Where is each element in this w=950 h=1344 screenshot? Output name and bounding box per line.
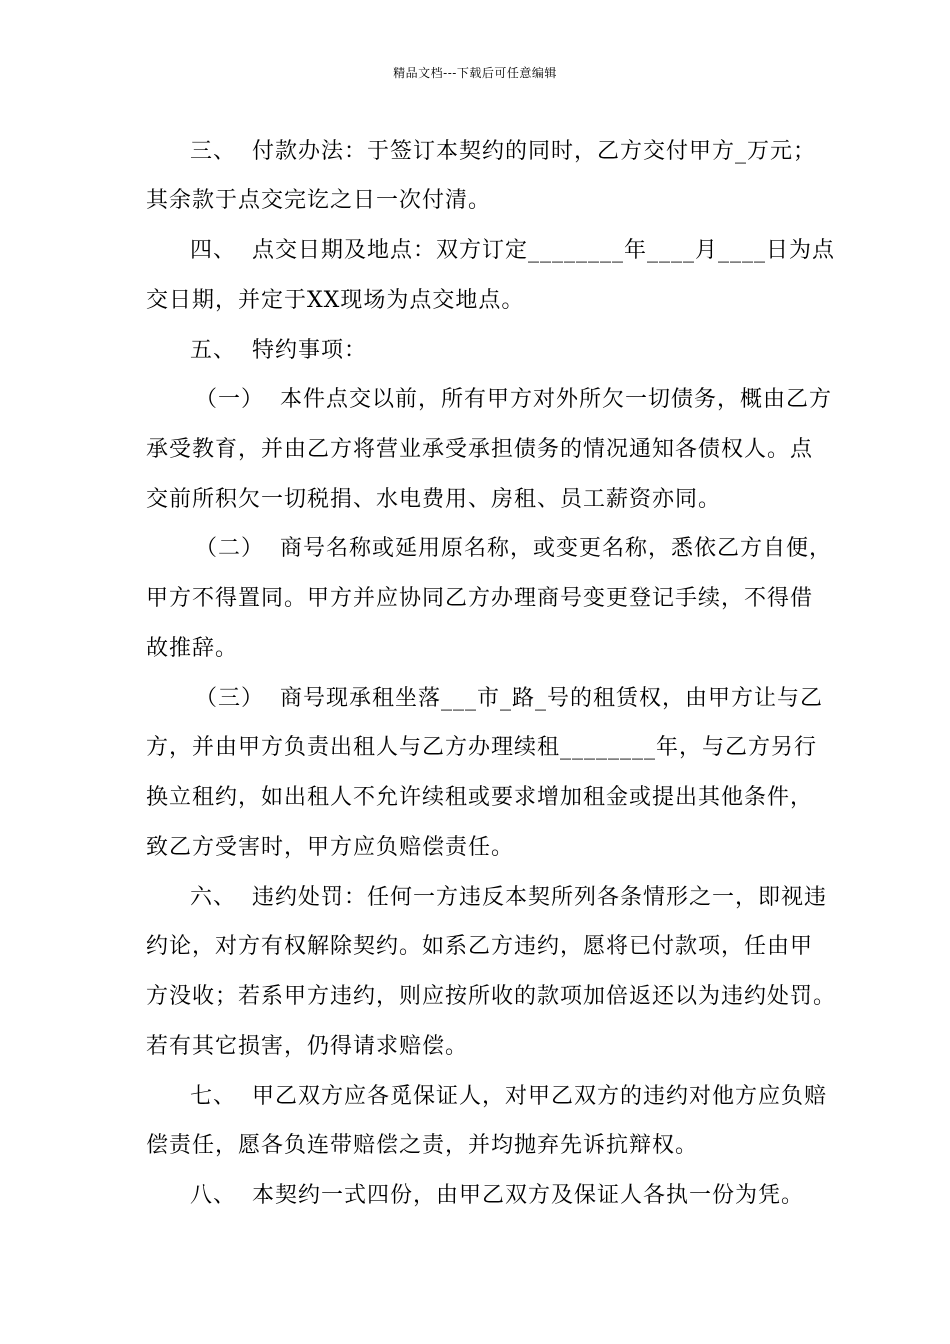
sub-3-line-1: （三） 商号现承租坐落___市_路_号的租赁权，由甲方让与乙	[195, 686, 823, 711]
sub-3-line-4: 致乙方受害时，甲方应负赔偿责任。	[146, 835, 515, 860]
clause-5-heading: 五、 特约事项：	[190, 338, 367, 363]
clause-7-line-1: 七、 甲乙双方应各觅保证人，对甲乙双方的违约对他方应负赔	[190, 1084, 827, 1109]
clause-3-line-2: 其余款于点交完讫之日一次付清。	[146, 188, 492, 213]
clause-4-line-1: 四、 点交日期及地点：双方订定________年____月____日为点	[190, 238, 835, 263]
sub-2-line-2: 甲方不得置同。甲方并应协同乙方办理商号变更登记手续，不得借	[146, 586, 814, 611]
clause-6-line-1: 六、 违约处罚：任何一方违反本契所列各条情形之一，即视违	[190, 885, 827, 910]
clause-7-line-2: 偿责任，愿各负连带赔偿之责，并均抛弃先诉抗辩权。	[146, 1133, 699, 1158]
sub-2-line-1: （二） 商号名称或延用原名称，或变更名称，悉依乙方自便，	[195, 536, 832, 561]
clause-6-line-4: 若有其它损害，仍得请求赔偿。	[146, 1034, 469, 1059]
sub-3-line-3: 换立租约，如出租人不允许续租或要求增加租金或提出其他条件，	[146, 785, 814, 810]
clause-4-line-2: 交日期，并定于XX现场为点交地点。	[146, 288, 525, 313]
clause-8-line-1: 八、 本契约一式四份，由甲乙双方及保证人各执一份为凭。	[190, 1183, 804, 1208]
sub-1-line-3: 交前所积欠一切税捐、水电费用、房租、员工薪资亦同。	[146, 487, 722, 512]
clause-3-line-1: 三、 付款办法：于签订本契约的同时，乙方交付甲方_万元；	[190, 139, 816, 164]
sub-3-line-2: 方，并由甲方负责出租人与乙方办理续租________年，与乙方另行	[146, 735, 818, 760]
sub-1-line-1: （一） 本件点交以前，所有甲方对外所欠一切债务，概由乙方	[195, 387, 832, 412]
sub-2-line-3: 故推辞。	[146, 636, 239, 661]
clause-6-line-2: 约论，对方有权解除契约。如系乙方违约，愿将已付款项，任由甲	[146, 934, 814, 959]
page-header: 精品文档---下载后可任意编辑	[393, 66, 557, 80]
sub-1-line-2: 承受教育，并由乙方将营业承受承担债务的情况通知各债权人。点	[146, 437, 814, 462]
clause-6-line-3: 方没收；若系甲方违约，则应按所收的款项加倍返还以为违约处罚。	[146, 984, 837, 1009]
